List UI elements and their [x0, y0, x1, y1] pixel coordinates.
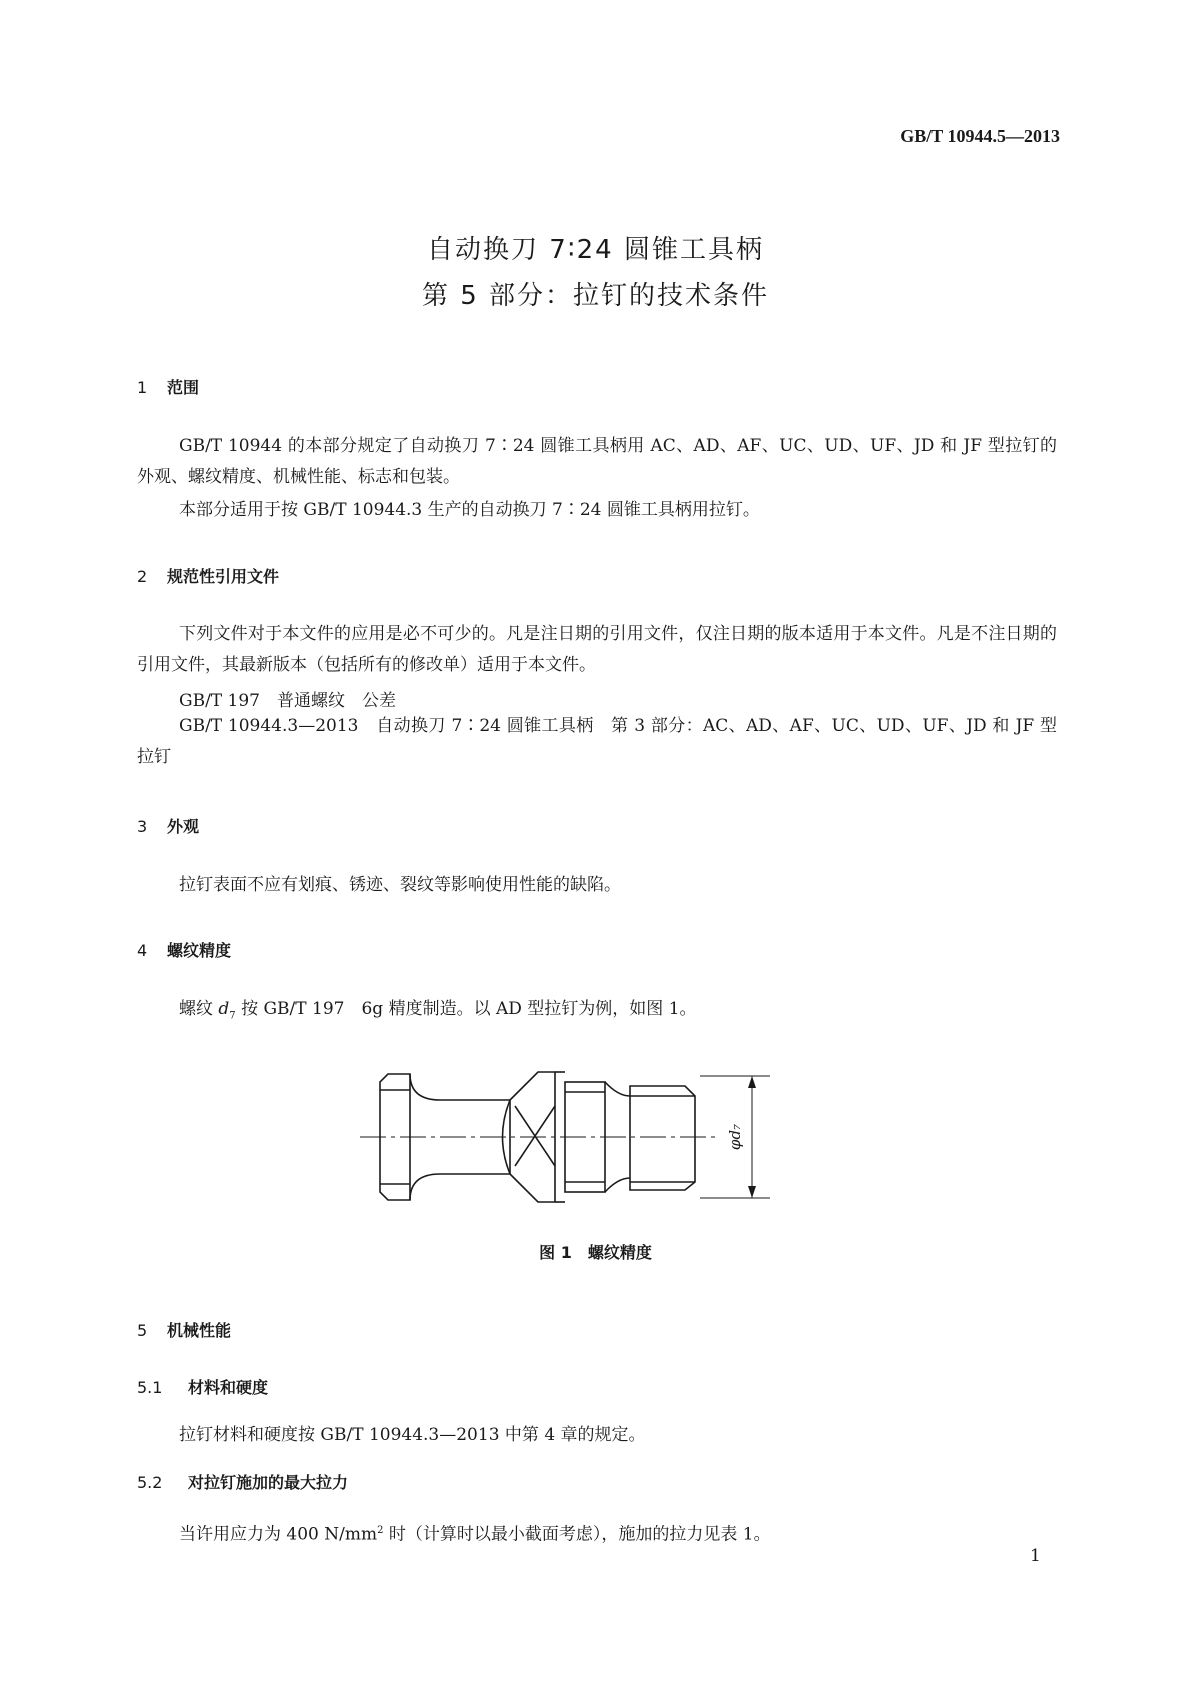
- document-title-line2: 第 5 部分：拉钉的技术条件: [421, 281, 770, 311]
- section-title: 规范性引用文件: [167, 567, 280, 586]
- section-number: 1: [137, 378, 148, 397]
- section-2-para-1: 下列文件对于本文件的应用是必不可少的。凡是注日期的引用文件，仅注日期的版本适用于本文件。凡是不注日期的引用文件，其最新版本（包括所有的修改单）适用于本文件。: [137, 624, 1057, 675]
- section-2-heading: [137, 564, 279, 587]
- section-title: 螺纹精度: [167, 941, 232, 960]
- subsection-5-1-heading: [137, 1375, 268, 1398]
- section-title: 范围: [167, 378, 200, 397]
- diameter-label: φd₇: [726, 1123, 744, 1151]
- section-4-para-1: 螺纹 $d_7$ 按 GB/T 197 6g 精度制造。以 AD 型拉钉为例，如图 1。: [179, 999, 697, 1022]
- section-number: 5: [137, 1321, 148, 1340]
- reference-gbt197: GB/T 197 普通螺纹 公差: [179, 691, 396, 711]
- section-3-heading: [137, 814, 199, 837]
- section-4-heading: [137, 938, 231, 961]
- section-3-para-1: 拉钉表面不应有划痕、锈迹、裂纹等影响使用性能的缺陷。: [179, 875, 621, 895]
- subsection-5-2-heading: [137, 1470, 348, 1493]
- section-5-heading: [137, 1318, 231, 1341]
- section-1-para-1: GB/T 10944 的本部分规定了自动换刀 7∶24 圆锥工具柄用 AC、AD、AF、UC、UD、UF、JD 和 JF 型拉钉的外观、螺纹精度、机械性能、标志和包装。: [137, 436, 1057, 487]
- section-number: 2: [137, 567, 148, 586]
- subsection-title: 材料和硬度: [188, 1378, 269, 1397]
- subsection-5-2-para: 当许用应力为 400 $N/mm^2$ 时（计算时以最小截面考虑），施加的拉力见表 1。: [179, 1524, 771, 1545]
- section-1-para-2: 本部分适用于按 GB/T 10944.3 生产的自动换刀 7∶24 圆锥工具柄用拉钉。: [179, 500, 760, 520]
- subsection-number: 5.1: [137, 1378, 163, 1397]
- section-title: 外观: [167, 817, 200, 836]
- reference-gbt10944-3: GB/T 10944.3—2013 自动换刀 7∶24 圆锥工具柄 第 3 部分：AC、AD、AF、UC、UD、UF、JD 和 JF 型拉钉: [137, 716, 1057, 767]
- subsection-title: 对拉钉施加的最大拉力: [188, 1473, 349, 1492]
- section-1-heading: [137, 375, 199, 398]
- section-title: 机械性能: [167, 1321, 232, 1340]
- section-number: 3: [137, 817, 148, 836]
- section-number: 4: [137, 941, 148, 960]
- document-title-line1: 自动换刀 7∶24 圆锥工具柄: [427, 235, 764, 265]
- subsection-5-1-para: 拉钉材料和硬度按 GB/T 10944.3—2013 中第 4 章的规定。: [179, 1425, 646, 1445]
- page-number: 1: [1030, 1546, 1041, 1566]
- subsection-number: 5.2: [137, 1473, 163, 1492]
- standard-code: GB/T 10944.5—2013: [900, 126, 1060, 146]
- figure-caption: 图 1 螺纹精度: [539, 1243, 652, 1262]
- stud-thread-outline: [630, 1086, 695, 1190]
- pull-stud-drawing: [360, 1066, 820, 1216]
